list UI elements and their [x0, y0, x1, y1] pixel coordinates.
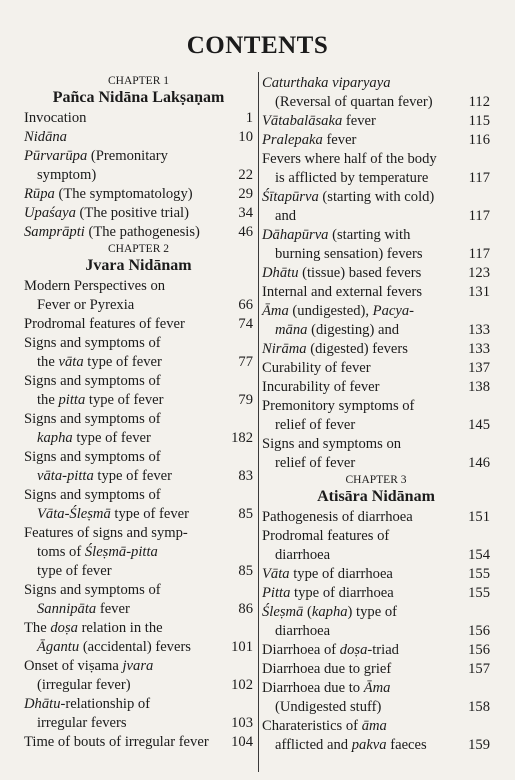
toc-page-number: 151 — [468, 509, 490, 525]
toc-entry[interactable] — [262, 264, 490, 283]
toc-entry-title: Fevers where half of the body is afflicted by temperature — [262, 151, 437, 186]
toc-entry-title: Rūpa (The symptomatology) — [24, 186, 193, 202]
toc-entry-title: Śītapūrva (starting with cold) and — [262, 189, 435, 224]
toc-page-number: 155 — [468, 566, 490, 582]
toc-entry[interactable] — [262, 131, 490, 150]
toc-entry[interactable] — [262, 74, 490, 112]
toc-page-number: 157 — [468, 661, 490, 677]
toc-entry-title: Onset of viṣama jvara (irregular fever) — [24, 658, 154, 693]
toc-page-number: 102 — [231, 677, 253, 693]
toc-entry[interactable] — [262, 378, 490, 397]
toc-entry-title: Pitta type of diarrhoea — [262, 585, 394, 601]
toc-page-number: 29 — [238, 186, 253, 202]
toc-entry-title: Pralepaka fever — [262, 132, 357, 148]
toc-entry[interactable] — [262, 359, 490, 378]
toc-page-number: 154 — [468, 547, 490, 563]
toc-entry[interactable] — [262, 283, 490, 302]
toc-page-number: 85 — [238, 563, 253, 579]
toc-entry-title: Dhātu-relationship of irregular fevers — [24, 696, 151, 731]
toc-page-number: 145 — [468, 417, 490, 433]
toc-entry-title: Nidāna — [24, 129, 67, 145]
toc-entry[interactable] — [262, 302, 490, 340]
toc-page-number: 34 — [238, 205, 253, 221]
chapter-title: Jvara Nidānam — [85, 257, 192, 274]
toc-entry-title: Signs and symptoms of Sannipāta fever — [24, 582, 161, 617]
toc-page-number: 156 — [468, 642, 490, 658]
toc-entry-title: Time of bouts of irregular fever — [24, 734, 209, 750]
toc-entry[interactable] — [262, 584, 490, 603]
toc-page-number: 155 — [468, 585, 490, 601]
toc-entry[interactable] — [24, 315, 253, 334]
toc-entry-title: Prodromal features of fever — [24, 316, 185, 332]
toc-entry[interactable] — [24, 334, 253, 372]
toc-entry[interactable] — [262, 188, 490, 226]
toc-page-number: 79 — [238, 392, 253, 408]
chapter-label: CHAPTER 1 — [107, 75, 170, 87]
toc-page-number: 1 — [245, 110, 253, 126]
toc-entry-title: Incurability of fever — [262, 379, 380, 395]
toc-page-number: 131 — [468, 284, 490, 300]
toc-entry[interactable] — [24, 695, 253, 733]
toc-page-number: 85 — [238, 506, 253, 522]
toc-entry[interactable] — [24, 524, 253, 581]
toc-entry-title: Signs and symptoms of kapha type of fever — [24, 411, 161, 446]
toc-entry-title: Diarrhoea due to grief — [262, 661, 392, 677]
toc-entry[interactable] — [24, 109, 253, 128]
toc-entry[interactable] — [24, 581, 253, 619]
contents-column-right — [262, 74, 490, 755]
toc-entry-title: Premonitory symptoms of relief of fever — [262, 398, 415, 433]
toc-entry-title: Signs and symptoms on relief of fever — [262, 436, 402, 471]
toc-entry-title: Vāta type of diarrhoea — [262, 566, 393, 582]
toc-page-number: 116 — [468, 132, 490, 148]
toc-entry[interactable] — [24, 185, 253, 204]
toc-page-number: 46 — [238, 224, 253, 240]
toc-entry-title: Signs and symptoms of the pitta type of fever — [24, 373, 164, 408]
chapter-title: Atisāra Nidānam — [317, 488, 435, 505]
toc-entry-title: Charateristics of āma afflicted and pakva faeces — [262, 718, 427, 753]
toc-entry-title: Prodromal features of diarrhoea — [262, 528, 390, 563]
toc-entry-title: Pūrvarūpa (Premonitary symptom) — [24, 148, 168, 183]
toc-entry[interactable] — [24, 372, 253, 410]
toc-page-number: 22 — [238, 167, 253, 183]
toc-page-number: 115 — [468, 113, 490, 129]
toc-entry[interactable] — [24, 410, 253, 448]
chapter-label: CHAPTER 3 — [345, 474, 407, 486]
toc-entry-title: Āma (undigested), Pacya- māna (digesting) and — [262, 303, 414, 338]
toc-entry[interactable] — [24, 147, 253, 185]
toc-entry-title: Upaśaya (The positive trial) — [24, 205, 189, 221]
toc-page-number: 156 — [468, 623, 490, 639]
toc-entry-title: The doṣa relation in the Āgantu (accidental) fevers — [24, 620, 191, 655]
toc-page-number: 86 — [238, 601, 253, 617]
toc-page-number: 138 — [468, 379, 490, 395]
chapter-title: Pañca Nidāna Lakṣaṇam — [52, 89, 225, 106]
toc-entry-title: Samprāpti (The pathogenesis) — [24, 224, 200, 240]
toc-page-number: 83 — [238, 468, 253, 484]
toc-page-number: 159 — [468, 737, 490, 753]
toc-entry[interactable] — [262, 660, 490, 679]
toc-entry[interactable] — [262, 508, 490, 527]
toc-entry[interactable] — [262, 112, 490, 131]
toc-entry[interactable] — [262, 717, 490, 755]
toc-page-number: 182 — [231, 430, 253, 446]
page-title: CONTENTS — [186, 32, 329, 59]
toc-page-number: 104 — [231, 734, 253, 750]
toc-page-number: 66 — [238, 297, 253, 313]
toc-page-number: 133 — [468, 341, 490, 357]
toc-page-number: 123 — [468, 265, 490, 281]
toc-entry-title: Modern Perspectives on Fever or Pyrexia — [24, 278, 166, 313]
toc-entry-title: Caturthaka viparyaya (Reversal of quartan fever) — [262, 75, 433, 110]
toc-page-number: 146 — [468, 455, 490, 471]
toc-entry[interactable] — [262, 340, 490, 359]
toc-entry[interactable] — [24, 223, 253, 242]
toc-page-number: 77 — [238, 354, 253, 370]
toc-entry-title: Diarrhoea due to Āma (Undigested stuff) — [262, 680, 391, 715]
toc-entry[interactable] — [262, 565, 490, 584]
toc-page-number: 117 — [468, 170, 490, 186]
toc-page-number: 117 — [468, 246, 490, 262]
toc-entry[interactable] — [262, 150, 490, 188]
toc-entry-title: Dāhapūrva (starting with burning sensation) fevers — [262, 227, 423, 262]
toc-entry[interactable] — [24, 619, 253, 657]
toc-entry-title: Signs and symptoms of the vāta type of fever — [24, 335, 162, 370]
toc-entry[interactable] — [262, 527, 490, 565]
contents-column-left — [24, 74, 253, 752]
toc-page-number: 74 — [238, 316, 253, 332]
toc-entry-title: Curability of fever — [262, 360, 371, 376]
toc-entry-title: Dhātu (tissue) based fevers — [262, 265, 422, 281]
toc-entry[interactable] — [24, 657, 253, 695]
toc-entry-title: Signs and symptoms of vāta-pitta type of fever — [24, 449, 172, 484]
toc-entry-title: Invocation — [24, 110, 87, 126]
chapter-label: CHAPTER 2 — [107, 243, 170, 255]
toc-entry-title: Nirāma (digested) fevers — [262, 341, 408, 357]
toc-entry-title: Pathogenesis of diarrhoea — [262, 509, 413, 525]
toc-entry[interactable] — [262, 226, 490, 264]
toc-page-number: 112 — [468, 94, 490, 110]
toc-page-number: 101 — [231, 639, 253, 655]
toc-entry[interactable] — [24, 733, 253, 752]
toc-entry-title: Śleṣmā (kapha) type of diarrhoea — [262, 604, 397, 639]
toc-entry[interactable] — [24, 128, 253, 147]
toc-entry-title: Internal and external fevers — [262, 284, 423, 300]
toc-entry-title: Features of signs and symp- toms of Śleṣmā-pitta type of fever — [24, 525, 188, 579]
toc-entry[interactable] — [262, 641, 490, 660]
toc-entry-title: Signs and symptoms of Vāta-Śleṣmā type of fever — [24, 487, 189, 522]
toc-entry[interactable] — [262, 679, 490, 717]
toc-page-number: 133 — [468, 322, 490, 338]
column-divider — [258, 72, 259, 772]
toc-entry-title: Vātabalāsaka fever — [262, 113, 376, 129]
toc-entry[interactable] — [24, 204, 253, 223]
toc-page-number: 158 — [468, 699, 490, 715]
toc-page-number: 103 — [231, 715, 253, 731]
toc-entry[interactable] — [24, 448, 253, 486]
toc-entry[interactable] — [24, 486, 253, 524]
toc-entry[interactable] — [262, 603, 490, 641]
toc-entry-title: Diarrhoea of doṣa-triad — [262, 642, 399, 658]
toc-page-number: 10 — [238, 129, 253, 145]
toc-entry[interactable] — [262, 397, 490, 435]
toc-entry[interactable] — [24, 277, 253, 315]
toc-page-number: 117 — [468, 208, 490, 224]
toc-page-number: 137 — [468, 360, 490, 376]
toc-entry[interactable] — [262, 435, 490, 473]
